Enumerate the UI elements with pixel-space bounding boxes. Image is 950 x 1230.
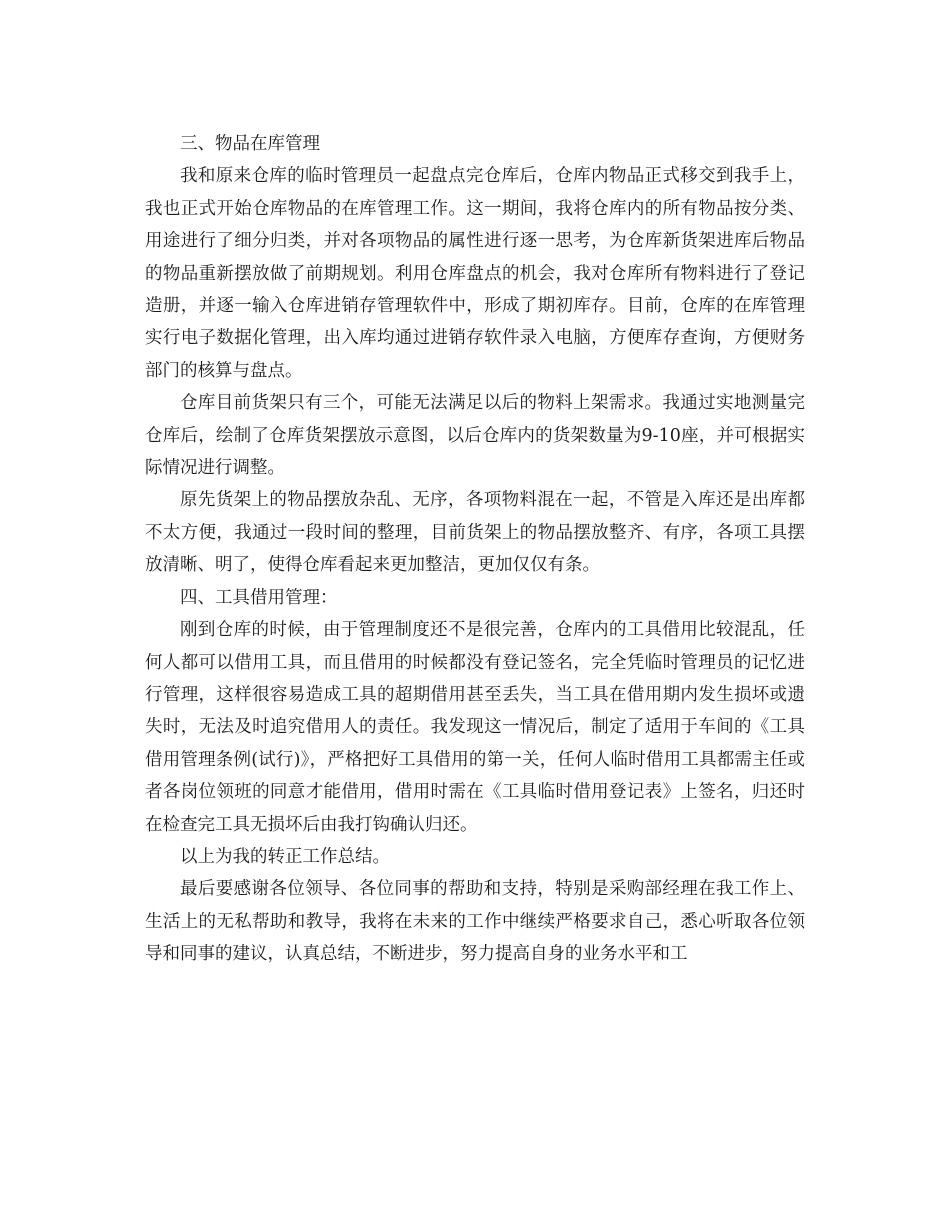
section-heading-tool-borrowing: 四、工具借用管理：	[180, 587, 338, 608]
paragraph-summary: 以上为我的转正工作总结。	[180, 846, 390, 867]
paragraph-tool-rules: 刚到仓库的时候，由于管理制度还不是很完善，仓库内的工具借用比较混乱，任何人都可以借用工具，而且借用的时候都没有登记签名，完全凭临时管理员的记忆进行管理，这样很容易造成工具的超期借用甚至丢失，当工具在借用期内发生损坏或遗失时，无法及时追究借用人的责任。我发现这一情况后，制定了适用于车间的《工具借用管理条例(试行)》，严格把好工具借用的第一关，任何人临时借用工具都需主任或者各岗位领班的同意才能借用，借用时需在《工具临时借用登记表》上签名，归还时在检查完工具无损坏后由我打钩确认归还。	[145, 620, 805, 835]
section-heading-inventory: 三、物品在库管理	[180, 134, 320, 154]
paragraph-arrangement: 原先货架上的物品摆放杂乱、无序，各项物料混在一起，不管是入库还是出库都不太方便，我通过一段时间的整理，目前货架上的物品摆放整齐、有序，各项工具摆放清晰、明了，使得仓库看起来更加整洁，更加仅仅有条。	[145, 490, 805, 576]
paragraph-handover: 我和原来仓库的临时管理员一起盘点完仓库后，仓库内物品正式移交到我手上，我也正式开始仓库物品的在库管理工作。这一期间，我将仓库内的所有物品按分类、用途进行了细分归类，并对各项物品的属性进行逐一思考，为仓库新货架进库后物品的物品重新摆放做了前期规划。利用仓库盘点的机会，我对仓库所有物料进行了登记造册，并逐一输入仓库进销存管理软件中，形成了期初库存。目前，仓库的在库管理实行电子数据化管理，出入库均通过进销存软件录入电脑，方便库存查询，方便财务部门的核算与盘点。	[145, 166, 805, 381]
paragraph-thanks: 最后要感谢各位领导、各位同事的帮助和支持，特别是采购部经理在我工作上、生活上的无私帮助和教导，我将在未来的工作中继续严格要求自己，悉心听取各位领导和同事的建议，认真总结，不断进步，努力提高自身的业务水平和工	[145, 879, 805, 965]
document-body	[145, 128, 805, 971]
paragraph-shelves: 仓库目前货架只有三个，可能无法满足以后的物料上架需求。我通过实地测量完仓库后，绘制了仓库货架摆放示意图，以后仓库内的货架数量为9-10座，并可根据实际情况进行调整。	[145, 393, 805, 479]
